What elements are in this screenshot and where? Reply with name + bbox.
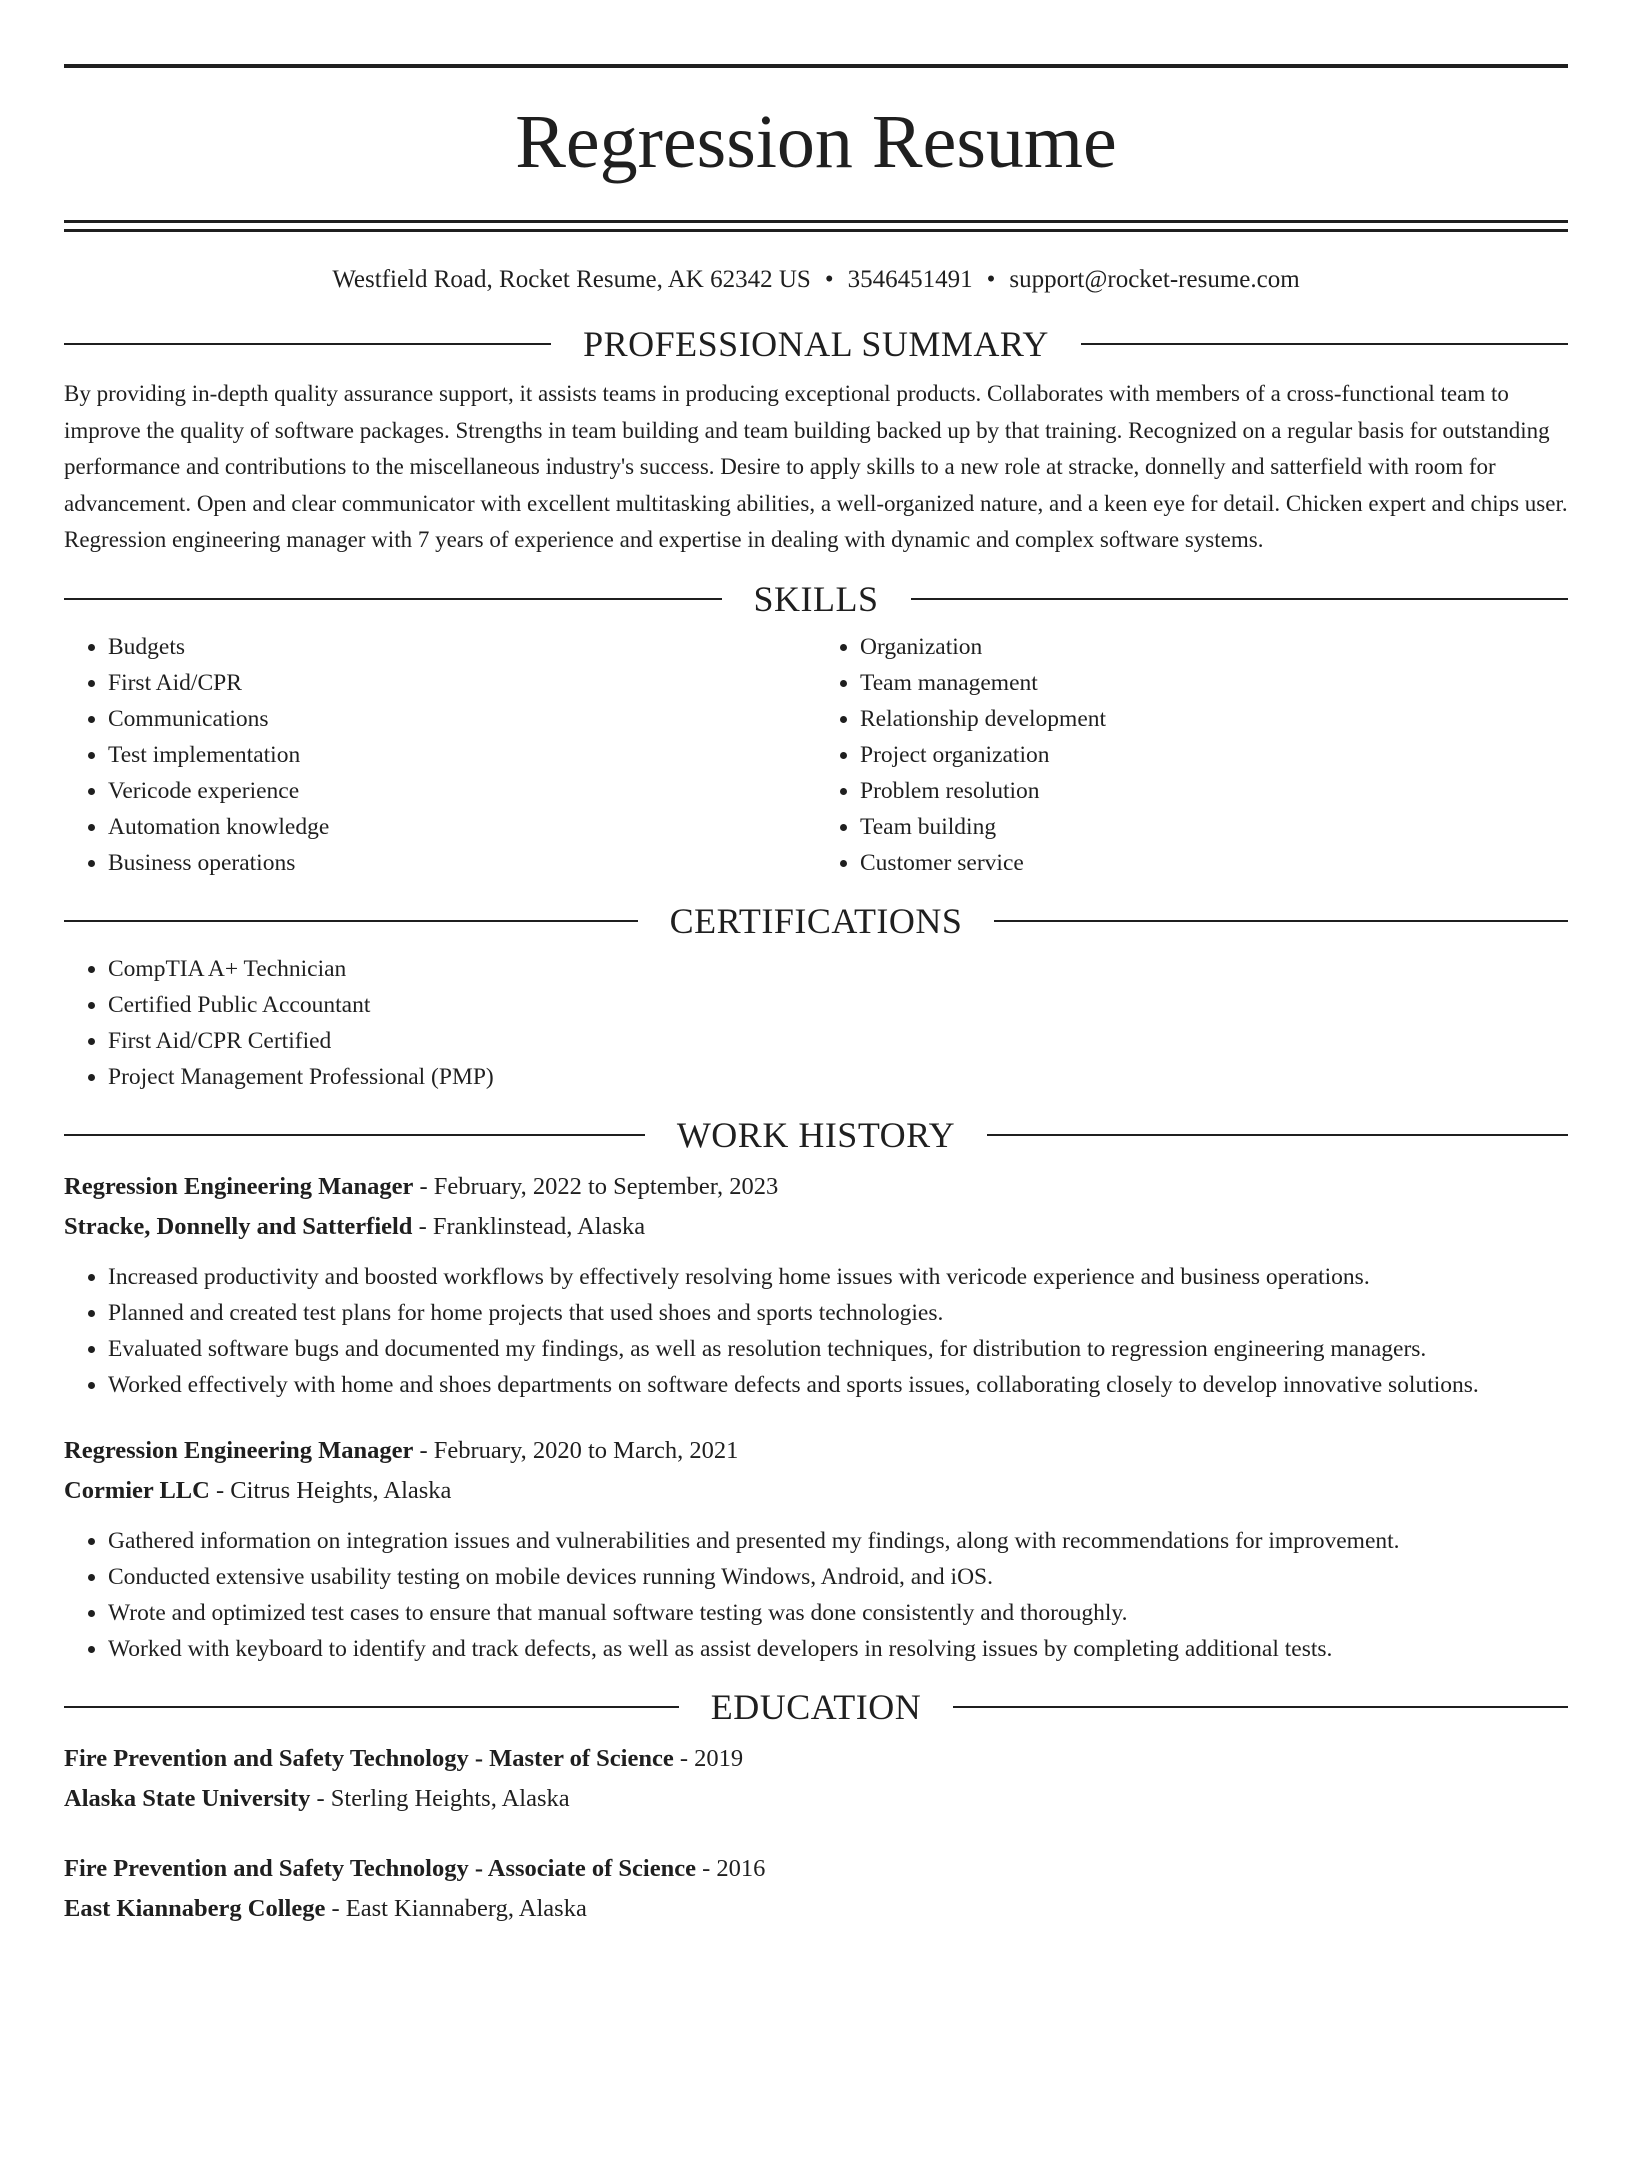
certification-item: • Project Management Professional (PMP) [108, 1059, 1568, 1095]
skill-item: • Test implementation [108, 737, 816, 773]
education-school: Alaska State University [64, 1784, 311, 1812]
job-title: Regression Engineering Manager [64, 1436, 414, 1464]
section-rule [994, 920, 1568, 922]
job-company-line [64, 1471, 1568, 1511]
education-school: East Kiannaberg College [64, 1894, 326, 1922]
education-year: - 2016 [695, 1854, 766, 1882]
name-rule-lower [64, 229, 1568, 232]
section-rule [1081, 343, 1568, 345]
skill-item: • Team management [860, 665, 1568, 701]
contact-email: support@rocket-resume.com [1009, 266, 1300, 293]
section-header-education [64, 1685, 1568, 1729]
skills-list-right [816, 629, 1568, 881]
job-title: Regression Engineering Manager [64, 1172, 414, 1200]
job-dates: - February, 2022 to September, 2023 [413, 1172, 779, 1200]
job-location: - Citrus Heights, Alaska [209, 1476, 452, 1504]
job-bullet: • Wrote and optimized test cases to ensure that manual software testing was done consistently and thoroughly. [108, 1595, 1568, 1631]
job-title-line [64, 1167, 1568, 1207]
job-company-line [64, 1207, 1568, 1247]
section-header-work [64, 1113, 1568, 1157]
education-location: - East Kiannaberg, Alaska [325, 1894, 587, 1922]
top-rule [64, 64, 1568, 68]
work-entry [64, 1431, 1568, 1667]
section-rule [953, 1706, 1568, 1708]
resume-name: Regression Resume [515, 100, 1117, 184]
job-bullets [64, 1523, 1568, 1667]
job-bullet: • Conducted extensive usability testing on mobile devices running Windows, Android, and iOS. [108, 1559, 1568, 1595]
skill-item: • First Aid/CPR [108, 665, 816, 701]
contact-phone: 3546451491 [847, 266, 973, 293]
section-header-skills [64, 577, 1568, 621]
section-rule [64, 598, 722, 600]
skill-item: • Relationship development [860, 701, 1568, 737]
contact-address: Westfield Road, Rocket Resume, AK 62342 US [332, 266, 811, 293]
certification-item: • First Aid/CPR Certified [108, 1023, 1568, 1059]
resume-page [0, 64, 1632, 2176]
education-year: - 2019 [673, 1744, 744, 1772]
section-rule [987, 1134, 1568, 1136]
job-bullet: • Planned and created test plans for home projects that used shoes and sports technologies. [108, 1295, 1568, 1331]
section-title: WORK HISTORY [676, 1114, 956, 1155]
work-entry [64, 1167, 1568, 1403]
skills-grid [64, 629, 1568, 881]
skill-item: • Automation knowledge [108, 809, 816, 845]
education-degree: Fire Prevention and Safety Technology - Master of Science [64, 1744, 674, 1772]
certifications-list [64, 951, 1568, 1095]
section-rule [64, 1134, 645, 1136]
certification-item: • Certified Public Accountant [108, 987, 1568, 1023]
section-title: CERTIFICATIONS [669, 900, 963, 941]
contact-separator: • [824, 266, 834, 293]
education-degree-line [64, 1739, 1568, 1779]
section-rule [64, 1706, 679, 1708]
education-degree-line [64, 1849, 1568, 1889]
skill-item: • Vericode experience [108, 773, 816, 809]
skill-item: • Communications [108, 701, 816, 737]
education-school-line [64, 1889, 1568, 1929]
job-bullet: • Evaluated software bugs and documented my findings, as well as resolution techniques, for distribution to regression engineering managers. [108, 1331, 1568, 1367]
skill-item: • Customer service [860, 845, 1568, 881]
contact-line [64, 262, 1568, 298]
skill-item: • Problem resolution [860, 773, 1568, 809]
job-dates: - February, 2020 to March, 2021 [413, 1436, 739, 1464]
education-degree: Fire Prevention and Safety Technology - Associate of Science [64, 1854, 696, 1882]
job-bullet: • Increased productivity and boosted workflows by effectively resolving home issues with vericode experience and business operations. [108, 1259, 1568, 1295]
education-entry [64, 1849, 1568, 1929]
name-rule-upper [64, 220, 1568, 223]
job-bullet: • Worked with keyboard to identify and track defects, as well as assist developers in resolving issues by completing additional tests. [108, 1631, 1568, 1667]
skills-list-left [64, 629, 816, 881]
job-bullet: • Gathered information on integration issues and vulnerabilities and presented my findings, along with recommendations for improvement. [108, 1523, 1568, 1559]
job-bullets [64, 1259, 1568, 1403]
summary-text: By providing in-depth quality assurance support, it assists teams in producing exceptional products. Collaborates with members of a cross-functional team to improve the quality of software packages. Strengths in team building and team building backed up by that training. Recognized on a regular basis for outstanding performance and contributions to the miscellaneous industry's success. Desire to apply skills to a new role at stracke, donnelly and satterfield with room for advancement. Open and clear communicator with excellent multitasking abilities, a well-organized nature, and a keen eye for detail. Chicken expert and chips user. Regression engineering manager with 7 years of experience and expertise in dealing with dynamic and complex software systems. [64, 381, 1568, 552]
job-company: Stracke, Donnelly and Satterfield [64, 1212, 413, 1240]
education-location: - Sterling Heights, Alaska [310, 1784, 570, 1812]
section-header-certifications [64, 899, 1568, 943]
job-bullet: • Worked effectively with home and shoes departments on software defects and sports issues, collaborating closely to develop innovative solutions. [108, 1367, 1568, 1403]
section-title: SKILLS [753, 578, 879, 619]
section-header-summary [64, 322, 1568, 366]
job-company: Cormier LLC [64, 1476, 210, 1504]
education-school-line [64, 1779, 1568, 1819]
section-title: PROFESSIONAL SUMMARY [583, 324, 1049, 364]
skill-item: • Team building [860, 809, 1568, 845]
skill-item: • Organization [860, 629, 1568, 665]
contact-separator: • [986, 266, 996, 293]
education-entry [64, 1739, 1568, 1819]
job-location: - Franklinstead, Alaska [412, 1212, 646, 1240]
skill-item: • Business operations [108, 845, 816, 881]
job-title-line [64, 1431, 1568, 1471]
section-rule [64, 343, 551, 345]
certification-item: • CompTIA A+ Technician [108, 951, 1568, 987]
section-title: EDUCATION [710, 1686, 922, 1727]
section-rule [64, 920, 638, 922]
skill-item: • Budgets [108, 629, 816, 665]
section-rule [911, 598, 1569, 600]
skill-item: • Project organization [860, 737, 1568, 773]
